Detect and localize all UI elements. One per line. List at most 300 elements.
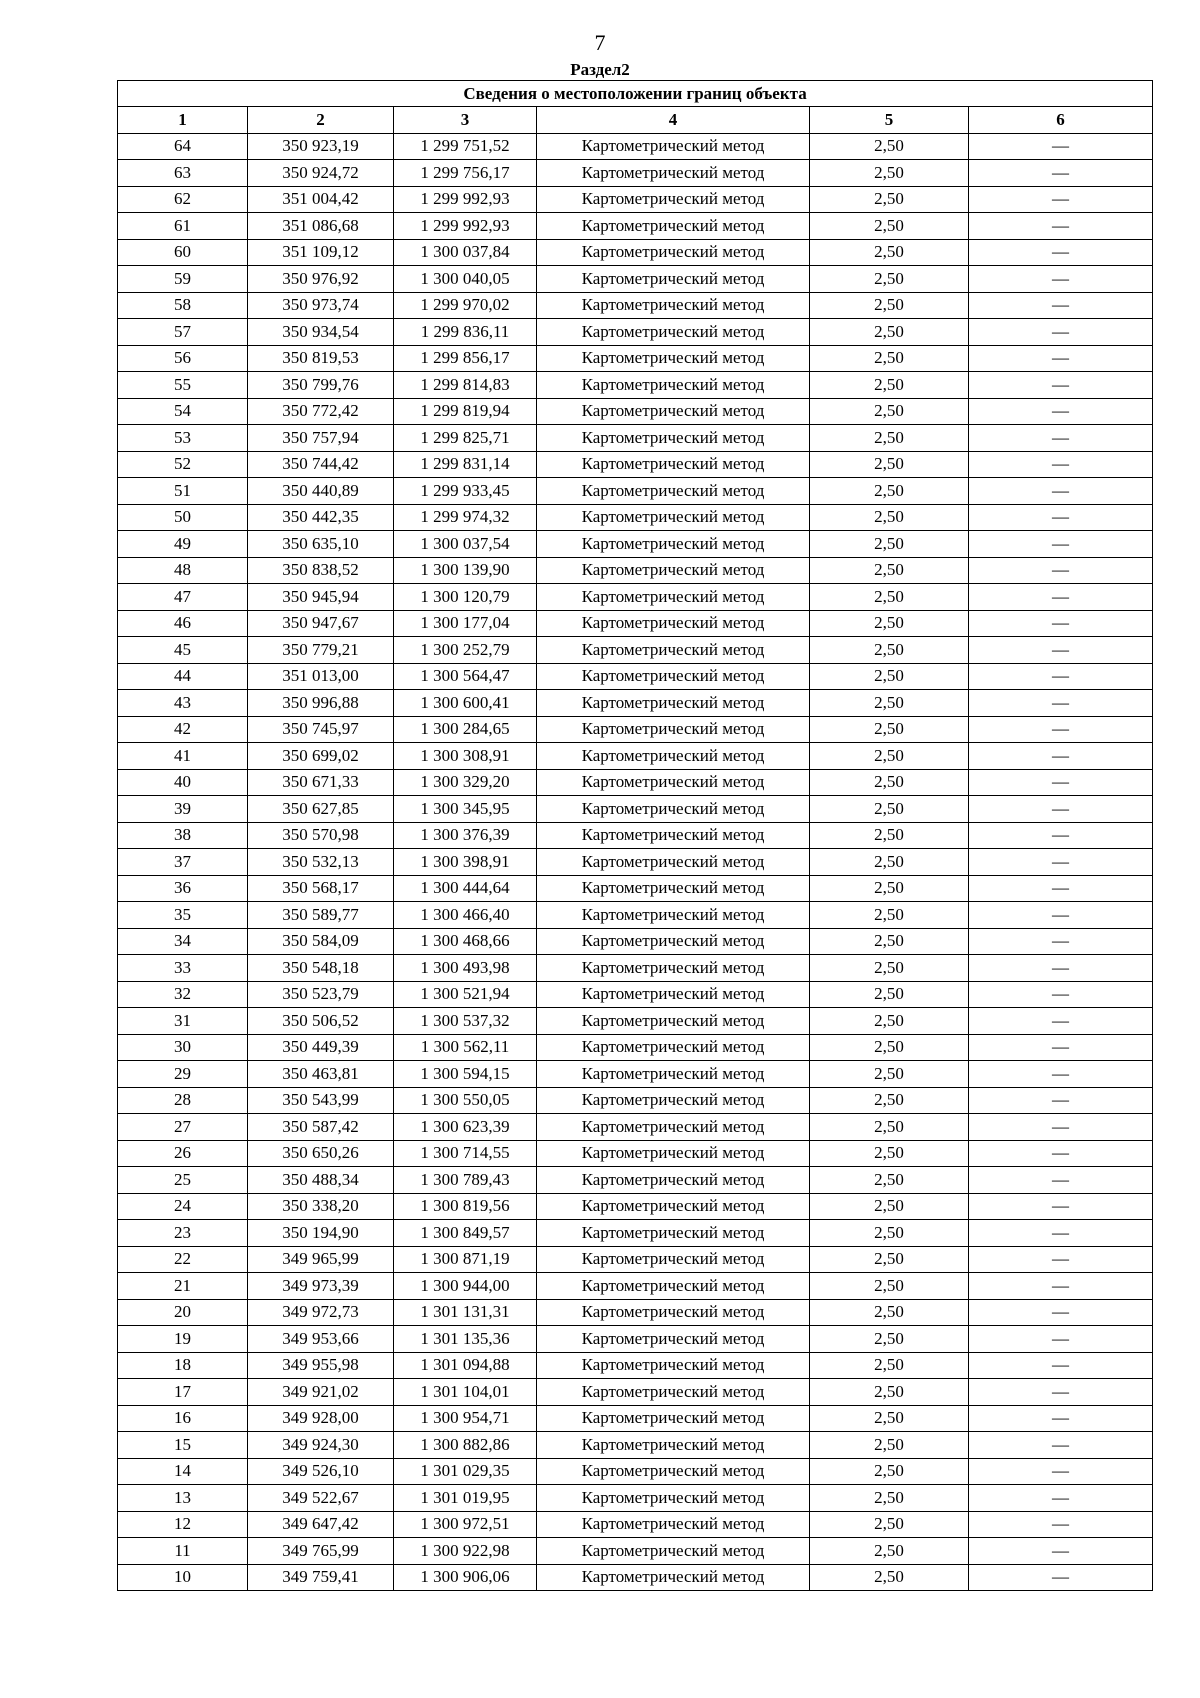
x-coordinate-cell: 349 965,99 (248, 1246, 394, 1273)
method-cell: Картометрический метод (537, 822, 810, 849)
description-cell: — (969, 1140, 1153, 1167)
description-cell: — (969, 1564, 1153, 1591)
point-number-cell: 44 (118, 663, 248, 690)
table-row (118, 1405, 1153, 1432)
y-coordinate-cell: 1 300 329,20 (394, 769, 537, 796)
x-coordinate-cell: 350 976,92 (248, 266, 394, 293)
y-coordinate-cell: 1 299 992,93 (394, 213, 537, 240)
point-number-cell: 28 (118, 1087, 248, 1114)
table-row (118, 1008, 1153, 1035)
x-coordinate-cell: 350 744,42 (248, 451, 394, 478)
description-cell: — (969, 1193, 1153, 1220)
point-number-cell: 26 (118, 1140, 248, 1167)
method-cell: Картометрический метод (537, 849, 810, 876)
table-row (118, 1193, 1153, 1220)
table-row (118, 239, 1153, 266)
table-row (118, 266, 1153, 293)
table-row (118, 928, 1153, 955)
section-title: Раздел2 (570, 60, 630, 79)
accuracy-cell: 2,50 (810, 478, 969, 505)
coordinates-table (117, 80, 1153, 1591)
point-number-cell: 10 (118, 1564, 248, 1591)
accuracy-cell: 2,50 (810, 1485, 969, 1512)
table-row (118, 1114, 1153, 1141)
x-coordinate-cell: 350 947,67 (248, 610, 394, 637)
accuracy-cell: 2,50 (810, 531, 969, 558)
description-cell: — (969, 1034, 1153, 1061)
accuracy-cell: 2,50 (810, 902, 969, 929)
x-coordinate-cell: 350 757,94 (248, 425, 394, 452)
y-coordinate-cell: 1 299 751,52 (394, 133, 537, 160)
table-row (118, 663, 1153, 690)
table-row (118, 716, 1153, 743)
point-number-cell: 16 (118, 1405, 248, 1432)
accuracy-cell: 2,50 (810, 557, 969, 584)
point-number-cell: 47 (118, 584, 248, 611)
x-coordinate-cell: 350 338,20 (248, 1193, 394, 1220)
table-row (118, 531, 1153, 558)
accuracy-cell: 2,50 (810, 1008, 969, 1035)
table-row (118, 1299, 1153, 1326)
x-coordinate-cell: 349 759,41 (248, 1564, 394, 1591)
table-row (118, 1511, 1153, 1538)
description-cell: — (969, 1061, 1153, 1088)
y-coordinate-cell: 1 301 094,88 (394, 1352, 537, 1379)
method-cell: Картометрический метод (537, 504, 810, 531)
x-coordinate-cell: 350 923,19 (248, 133, 394, 160)
accuracy-cell: 2,50 (810, 266, 969, 293)
accuracy-cell: 2,50 (810, 796, 969, 823)
y-coordinate-cell: 1 300 600,41 (394, 690, 537, 717)
method-cell: Картометрический метод (537, 1511, 810, 1538)
point-number-cell: 17 (118, 1379, 248, 1406)
description-cell: — (969, 133, 1153, 160)
accuracy-cell: 2,50 (810, 1114, 969, 1141)
x-coordinate-cell: 350 799,76 (248, 372, 394, 399)
method-cell: Картометрический метод (537, 1061, 810, 1088)
description-cell: — (969, 478, 1153, 505)
y-coordinate-cell: 1 300 468,66 (394, 928, 537, 955)
method-cell: Картометрический метод (537, 451, 810, 478)
accuracy-cell: 2,50 (810, 398, 969, 425)
accuracy-cell: 2,50 (810, 292, 969, 319)
method-cell: Картометрический метод (537, 372, 810, 399)
y-coordinate-cell: 1 301 135,36 (394, 1326, 537, 1353)
description-cell: — (969, 981, 1153, 1008)
method-cell: Картометрический метод (537, 1299, 810, 1326)
accuracy-cell: 2,50 (810, 822, 969, 849)
description-cell: — (969, 637, 1153, 664)
description-cell: — (969, 1511, 1153, 1538)
x-coordinate-cell: 350 635,10 (248, 531, 394, 558)
description-cell: — (969, 1008, 1153, 1035)
table-row (118, 1538, 1153, 1565)
point-number-cell: 56 (118, 345, 248, 372)
method-cell: Картометрический метод (537, 1564, 810, 1591)
description-cell: — (969, 451, 1153, 478)
y-coordinate-cell: 1 300 594,15 (394, 1061, 537, 1088)
y-coordinate-cell: 1 300 906,06 (394, 1564, 537, 1591)
point-number-cell: 51 (118, 478, 248, 505)
table-row (118, 1352, 1153, 1379)
table-row (118, 1167, 1153, 1194)
accuracy-cell: 2,50 (810, 1326, 969, 1353)
y-coordinate-cell: 1 300 037,54 (394, 531, 537, 558)
point-number-cell: 18 (118, 1352, 248, 1379)
table-caption: Сведения о местоположении границ объекта (118, 81, 1153, 107)
point-number-cell: 37 (118, 849, 248, 876)
method-cell: Картометрический метод (537, 266, 810, 293)
method-cell: Картометрический метод (537, 928, 810, 955)
point-number-cell: 63 (118, 160, 248, 187)
y-coordinate-cell: 1 299 856,17 (394, 345, 537, 372)
y-coordinate-cell: 1 301 104,01 (394, 1379, 537, 1406)
x-coordinate-cell: 351 004,42 (248, 186, 394, 213)
description-cell: — (969, 1352, 1153, 1379)
method-cell: Картометрический метод (537, 186, 810, 213)
x-coordinate-cell: 350 934,54 (248, 319, 394, 346)
method-cell: Картометрический метод (537, 610, 810, 637)
method-cell: Картометрический метод (537, 292, 810, 319)
description-cell: — (969, 425, 1153, 452)
method-cell: Картометрический метод (537, 1485, 810, 1512)
y-coordinate-cell: 1 300 444,64 (394, 875, 537, 902)
x-coordinate-cell: 351 086,68 (248, 213, 394, 240)
accuracy-cell: 2,50 (810, 1299, 969, 1326)
accuracy-cell: 2,50 (810, 1432, 969, 1459)
accuracy-cell: 2,50 (810, 769, 969, 796)
x-coordinate-cell: 349 973,39 (248, 1273, 394, 1300)
description-cell: — (969, 292, 1153, 319)
table-row (118, 1140, 1153, 1167)
accuracy-cell: 2,50 (810, 1458, 969, 1485)
method-cell: Картометрический метод (537, 531, 810, 558)
description-cell: — (969, 266, 1153, 293)
point-number-cell: 53 (118, 425, 248, 452)
accuracy-cell: 2,50 (810, 875, 969, 902)
x-coordinate-cell: 350 440,89 (248, 478, 394, 505)
x-coordinate-cell: 350 627,85 (248, 796, 394, 823)
point-number-cell: 50 (118, 504, 248, 531)
method-cell: Картометрический метод (537, 637, 810, 664)
point-number-cell: 42 (118, 716, 248, 743)
x-coordinate-cell: 349 924,30 (248, 1432, 394, 1459)
point-number-cell: 32 (118, 981, 248, 1008)
point-number-cell: 12 (118, 1511, 248, 1538)
description-cell: — (969, 531, 1153, 558)
y-coordinate-cell: 1 300 521,94 (394, 981, 537, 1008)
y-coordinate-cell: 1 299 933,45 (394, 478, 537, 505)
x-coordinate-cell: 350 589,77 (248, 902, 394, 929)
description-cell: — (969, 1299, 1153, 1326)
y-coordinate-cell: 1 300 922,98 (394, 1538, 537, 1565)
table-row (118, 822, 1153, 849)
x-coordinate-cell: 350 819,53 (248, 345, 394, 372)
point-number-cell: 57 (118, 319, 248, 346)
accuracy-cell: 2,50 (810, 1273, 969, 1300)
table-row (118, 478, 1153, 505)
description-cell: — (969, 769, 1153, 796)
table-row (118, 875, 1153, 902)
x-coordinate-cell: 349 526,10 (248, 1458, 394, 1485)
point-number-cell: 19 (118, 1326, 248, 1353)
y-coordinate-cell: 1 300 944,00 (394, 1273, 537, 1300)
point-number-cell: 36 (118, 875, 248, 902)
description-cell: — (969, 1220, 1153, 1247)
y-coordinate-cell: 1 301 029,35 (394, 1458, 537, 1485)
y-coordinate-cell: 1 300 564,47 (394, 663, 537, 690)
accuracy-cell: 2,50 (810, 849, 969, 876)
x-coordinate-cell: 350 996,88 (248, 690, 394, 717)
x-coordinate-cell: 350 194,90 (248, 1220, 394, 1247)
x-coordinate-cell: 349 955,98 (248, 1352, 394, 1379)
y-coordinate-cell: 1 300 954,71 (394, 1405, 537, 1432)
x-coordinate-cell: 350 543,99 (248, 1087, 394, 1114)
accuracy-cell: 2,50 (810, 319, 969, 346)
method-cell: Картометрический метод (537, 345, 810, 372)
x-coordinate-cell: 350 463,81 (248, 1061, 394, 1088)
x-coordinate-cell: 350 523,79 (248, 981, 394, 1008)
x-coordinate-cell: 349 928,00 (248, 1405, 394, 1432)
point-number-cell: 55 (118, 372, 248, 399)
method-cell: Картометрический метод (537, 1193, 810, 1220)
point-number-cell: 30 (118, 1034, 248, 1061)
y-coordinate-cell: 1 300 789,43 (394, 1167, 537, 1194)
table-row (118, 955, 1153, 982)
y-coordinate-cell: 1 300 550,05 (394, 1087, 537, 1114)
method-cell: Картометрический метод (537, 902, 810, 929)
description-cell: — (969, 928, 1153, 955)
method-cell: Картометрический метод (537, 1405, 810, 1432)
description-cell: — (969, 345, 1153, 372)
method-cell: Картометрический метод (537, 213, 810, 240)
point-number-cell: 48 (118, 557, 248, 584)
method-cell: Картометрический метод (537, 1379, 810, 1406)
accuracy-cell: 2,50 (810, 955, 969, 982)
table-row (118, 504, 1153, 531)
point-number-cell: 11 (118, 1538, 248, 1565)
accuracy-cell: 2,50 (810, 1405, 969, 1432)
method-cell: Картометрический метод (537, 796, 810, 823)
x-coordinate-cell: 350 650,26 (248, 1140, 394, 1167)
accuracy-cell: 2,50 (810, 663, 969, 690)
method-cell: Картометрический метод (537, 1538, 810, 1565)
table-row (118, 769, 1153, 796)
point-number-cell: 31 (118, 1008, 248, 1035)
description-cell: — (969, 557, 1153, 584)
method-cell: Картометрический метод (537, 1246, 810, 1273)
point-number-cell: 59 (118, 266, 248, 293)
x-coordinate-cell: 349 953,66 (248, 1326, 394, 1353)
accuracy-cell: 2,50 (810, 1140, 969, 1167)
accuracy-cell: 2,50 (810, 743, 969, 770)
description-cell: — (969, 610, 1153, 637)
table-row (118, 1061, 1153, 1088)
y-coordinate-cell: 1 300 252,79 (394, 637, 537, 664)
point-number-cell: 15 (118, 1432, 248, 1459)
point-number-cell: 21 (118, 1273, 248, 1300)
table-row (118, 1458, 1153, 1485)
description-cell: — (969, 690, 1153, 717)
point-number-cell: 29 (118, 1061, 248, 1088)
method-cell: Картометрический метод (537, 1167, 810, 1194)
table-row (118, 186, 1153, 213)
description-cell: — (969, 1326, 1153, 1353)
method-cell: Картометрический метод (537, 716, 810, 743)
method-cell: Картометрический метод (537, 1273, 810, 1300)
accuracy-cell: 2,50 (810, 1061, 969, 1088)
x-coordinate-cell: 350 838,52 (248, 557, 394, 584)
x-coordinate-cell: 350 488,34 (248, 1167, 394, 1194)
description-cell: — (969, 584, 1153, 611)
method-cell: Картометрический метод (537, 690, 810, 717)
table-row (118, 902, 1153, 929)
x-coordinate-cell: 350 584,09 (248, 928, 394, 955)
point-number-cell: 46 (118, 610, 248, 637)
method-cell: Картометрический метод (537, 955, 810, 982)
x-coordinate-cell: 350 570,98 (248, 822, 394, 849)
point-number-cell: 64 (118, 133, 248, 160)
method-cell: Картометрический метод (537, 1114, 810, 1141)
method-cell: Картометрический метод (537, 1352, 810, 1379)
x-coordinate-cell: 350 945,94 (248, 584, 394, 611)
caption-row (118, 81, 1153, 107)
point-number-cell: 60 (118, 239, 248, 266)
description-cell: — (969, 186, 1153, 213)
y-coordinate-cell: 1 300 537,32 (394, 1008, 537, 1035)
accuracy-cell: 2,50 (810, 1167, 969, 1194)
method-cell: Картометрический метод (537, 1432, 810, 1459)
description-cell: — (969, 372, 1153, 399)
table-row (118, 1485, 1153, 1512)
y-coordinate-cell: 1 300 139,90 (394, 557, 537, 584)
method-cell: Картометрический метод (537, 663, 810, 690)
point-number-cell: 40 (118, 769, 248, 796)
description-cell: — (969, 239, 1153, 266)
method-cell: Картометрический метод (537, 981, 810, 1008)
description-cell: — (969, 160, 1153, 187)
accuracy-cell: 2,50 (810, 1193, 969, 1220)
y-coordinate-cell: 1 300 177,04 (394, 610, 537, 637)
description-cell: — (969, 1167, 1153, 1194)
method-cell: Картометрический метод (537, 1140, 810, 1167)
x-coordinate-cell: 350 568,17 (248, 875, 394, 902)
description-cell: — (969, 1432, 1153, 1459)
accuracy-cell: 2,50 (810, 1511, 969, 1538)
column-header: 4 (537, 107, 810, 134)
point-number-cell: 41 (118, 743, 248, 770)
y-coordinate-cell: 1 301 131,31 (394, 1299, 537, 1326)
y-coordinate-cell: 1 300 972,51 (394, 1511, 537, 1538)
table-row (118, 1034, 1153, 1061)
point-number-cell: 52 (118, 451, 248, 478)
table-row (118, 319, 1153, 346)
x-coordinate-cell: 351 013,00 (248, 663, 394, 690)
accuracy-cell: 2,50 (810, 451, 969, 478)
point-number-cell: 23 (118, 1220, 248, 1247)
table-row (118, 1246, 1153, 1273)
method-cell: Картометрический метод (537, 133, 810, 160)
x-coordinate-cell: 350 449,39 (248, 1034, 394, 1061)
accuracy-cell: 2,50 (810, 1352, 969, 1379)
accuracy-cell: 2,50 (810, 239, 969, 266)
table-row (118, 213, 1153, 240)
table-row (118, 372, 1153, 399)
y-coordinate-cell: 1 299 825,71 (394, 425, 537, 452)
description-cell: — (969, 743, 1153, 770)
description-cell: — (969, 1458, 1153, 1485)
description-cell: — (969, 213, 1153, 240)
y-coordinate-cell: 1 299 992,93 (394, 186, 537, 213)
y-coordinate-cell: 1 300 120,79 (394, 584, 537, 611)
y-coordinate-cell: 1 300 284,65 (394, 716, 537, 743)
point-number-cell: 62 (118, 186, 248, 213)
x-coordinate-cell: 350 745,97 (248, 716, 394, 743)
point-number-cell: 20 (118, 1299, 248, 1326)
table-row (118, 160, 1153, 187)
method-cell: Картометрический метод (537, 1458, 810, 1485)
accuracy-cell: 2,50 (810, 1246, 969, 1273)
y-coordinate-cell: 1 300 871,19 (394, 1246, 537, 1273)
x-coordinate-cell: 350 772,42 (248, 398, 394, 425)
table-row (118, 796, 1153, 823)
description-cell: — (969, 822, 1153, 849)
y-coordinate-cell: 1 299 831,14 (394, 451, 537, 478)
method-cell: Картометрический метод (537, 398, 810, 425)
table-row (118, 1087, 1153, 1114)
point-number-cell: 27 (118, 1114, 248, 1141)
y-coordinate-cell: 1 300 398,91 (394, 849, 537, 876)
y-coordinate-cell: 1 299 814,83 (394, 372, 537, 399)
point-number-cell: 35 (118, 902, 248, 929)
page-number: 7 (594, 30, 606, 55)
accuracy-cell: 2,50 (810, 584, 969, 611)
method-cell: Картометрический метод (537, 743, 810, 770)
method-cell: Картометрический метод (537, 1220, 810, 1247)
accuracy-cell: 2,50 (810, 1379, 969, 1406)
description-cell: — (969, 1379, 1153, 1406)
point-number-cell: 54 (118, 398, 248, 425)
method-cell: Картометрический метод (537, 1008, 810, 1035)
column-header: 5 (810, 107, 969, 134)
table-row (118, 1432, 1153, 1459)
description-cell: — (969, 1485, 1153, 1512)
description-cell: — (969, 319, 1153, 346)
x-coordinate-cell: 349 921,02 (248, 1379, 394, 1406)
point-number-cell: 24 (118, 1193, 248, 1220)
accuracy-cell: 2,50 (810, 372, 969, 399)
x-coordinate-cell: 350 779,21 (248, 637, 394, 664)
x-coordinate-cell: 350 548,18 (248, 955, 394, 982)
method-cell: Картометрический метод (537, 478, 810, 505)
accuracy-cell: 2,50 (810, 1087, 969, 1114)
accuracy-cell: 2,50 (810, 690, 969, 717)
description-cell: — (969, 504, 1153, 531)
accuracy-cell: 2,50 (810, 133, 969, 160)
table-row (118, 425, 1153, 452)
accuracy-cell: 2,50 (810, 504, 969, 531)
y-coordinate-cell: 1 300 493,98 (394, 955, 537, 982)
method-cell: Картометрический метод (537, 875, 810, 902)
method-cell: Картометрический метод (537, 160, 810, 187)
method-cell: Картометрический метод (537, 239, 810, 266)
method-cell: Картометрический метод (537, 1087, 810, 1114)
accuracy-cell: 2,50 (810, 928, 969, 955)
x-coordinate-cell: 350 671,33 (248, 769, 394, 796)
y-coordinate-cell: 1 300 040,05 (394, 266, 537, 293)
y-coordinate-cell: 1 300 623,39 (394, 1114, 537, 1141)
table-row (118, 584, 1153, 611)
